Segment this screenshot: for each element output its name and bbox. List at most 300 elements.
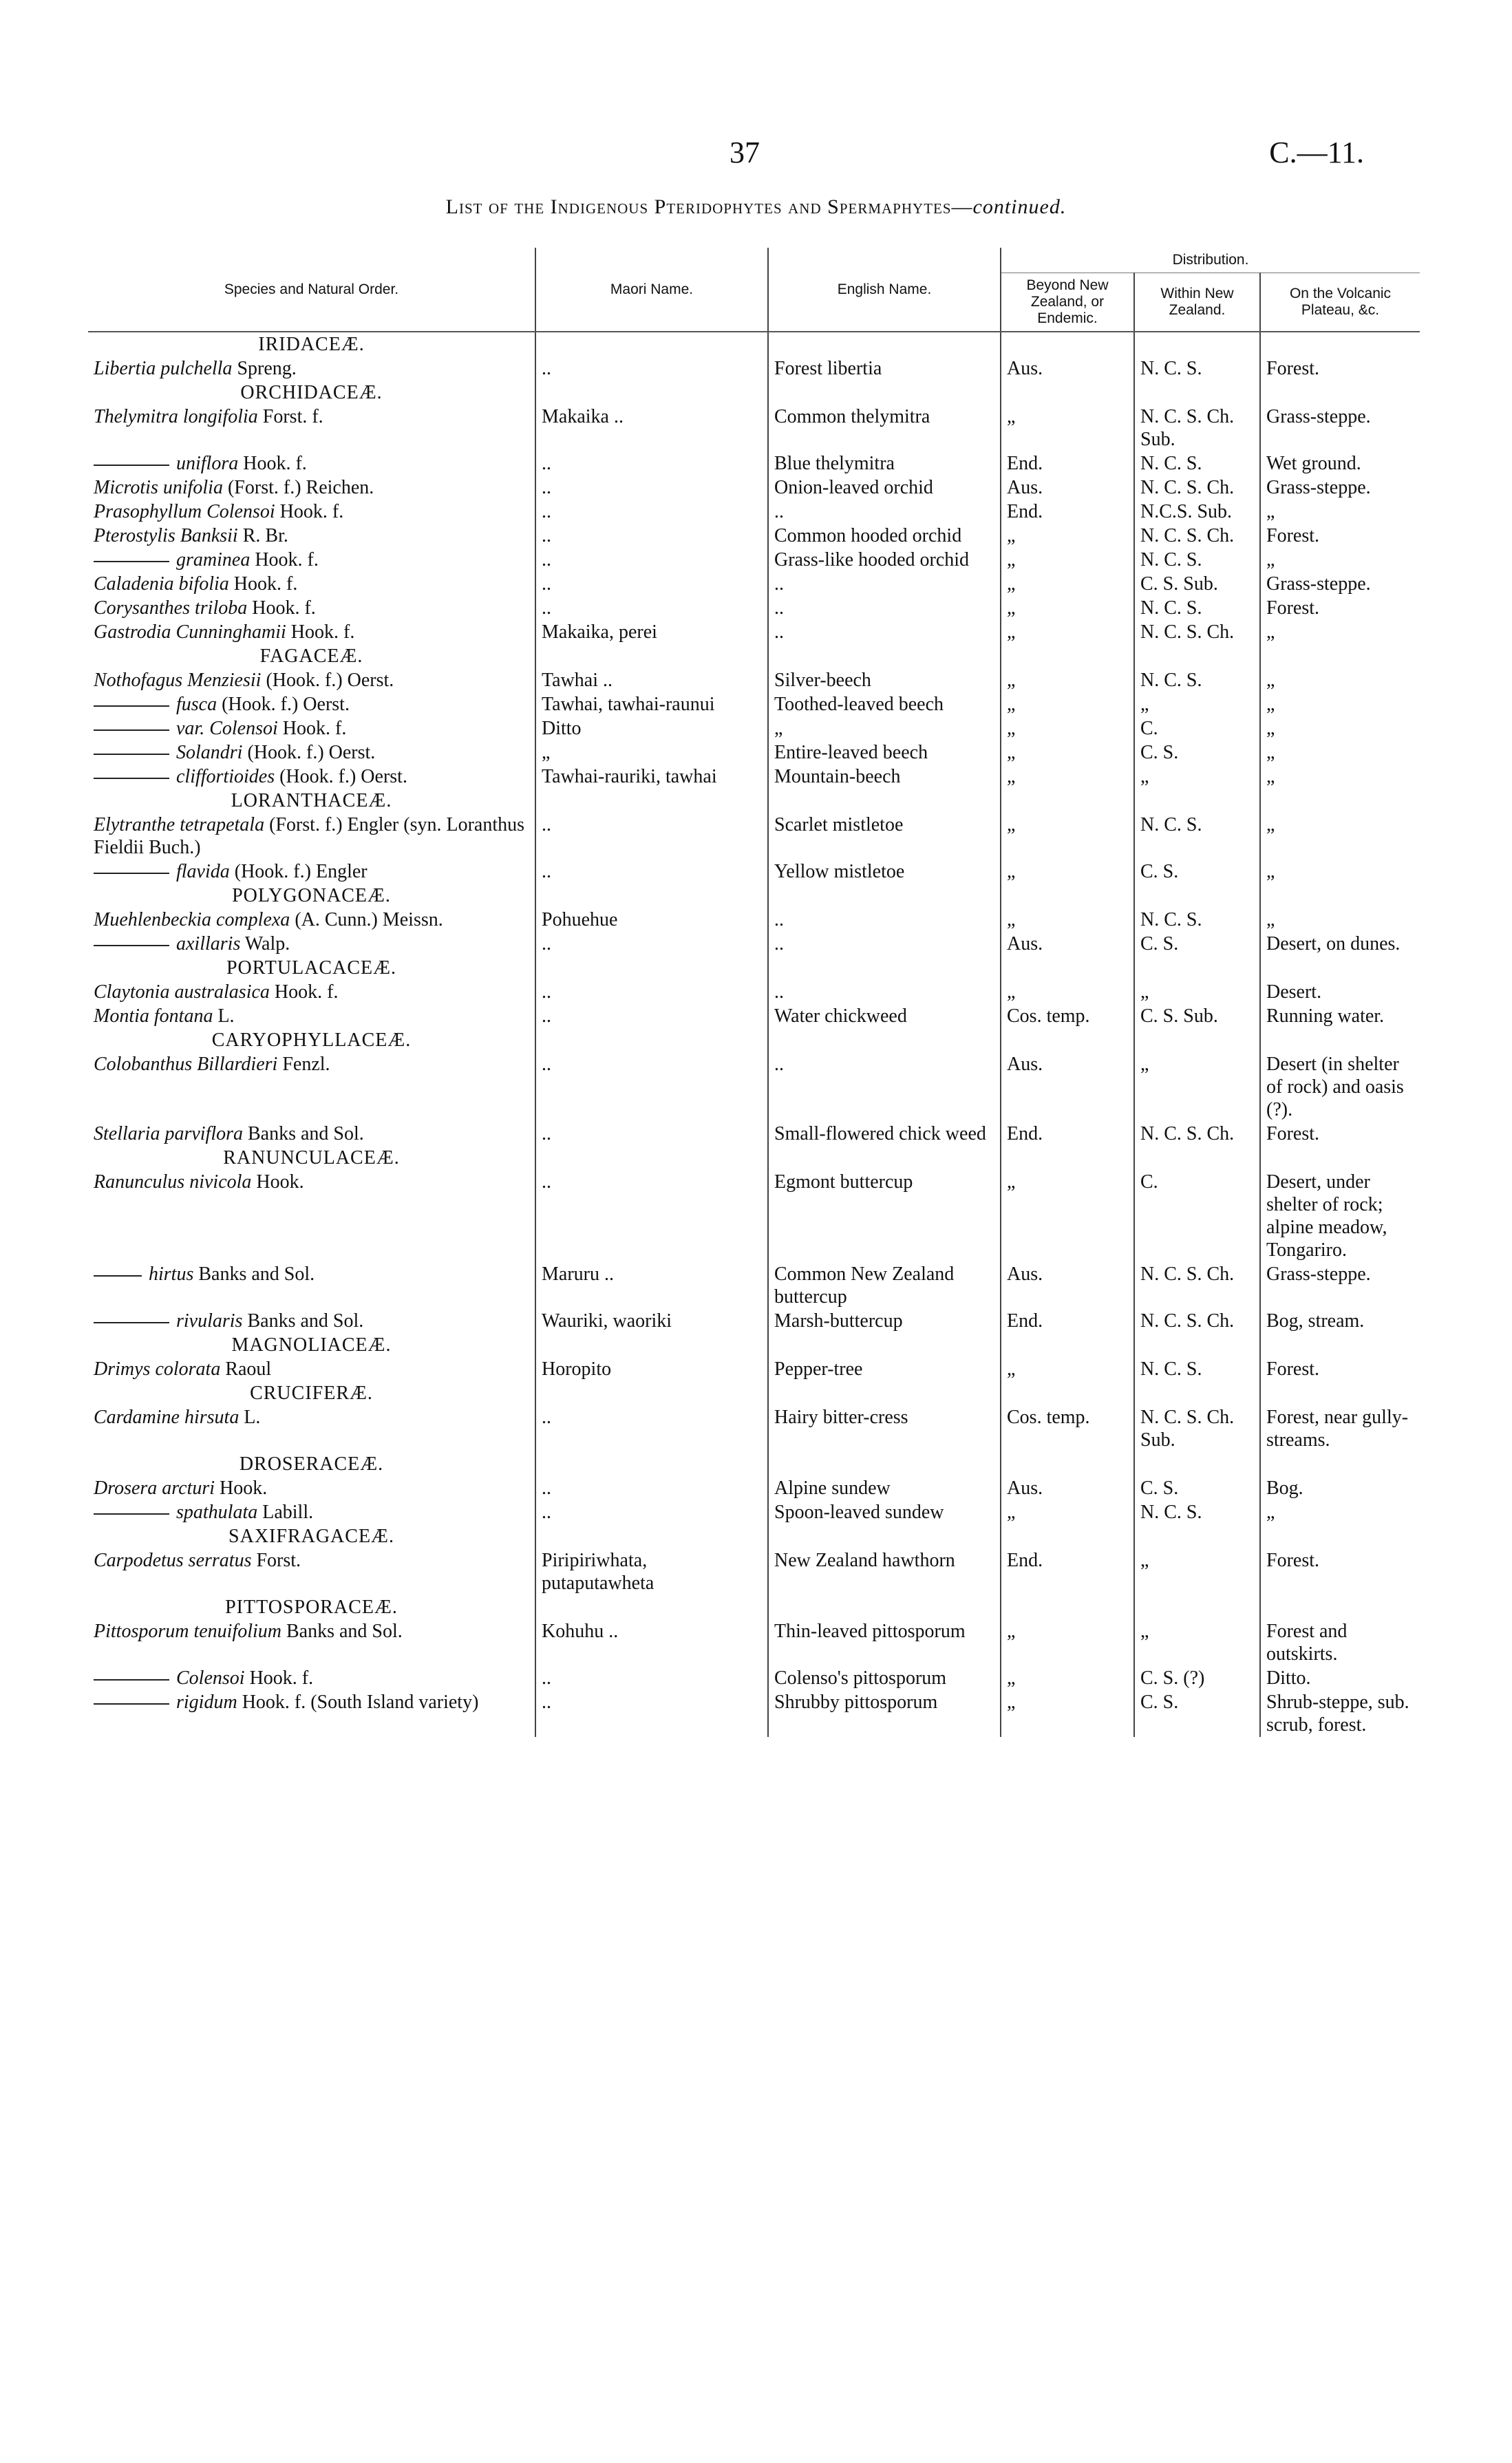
species-name: Solandri xyxy=(176,742,243,763)
within-nz: C. S. (?) xyxy=(1134,1666,1260,1690)
natural-order-row xyxy=(88,644,1420,668)
species-cell xyxy=(88,476,535,500)
within-nz: N. C. S. Ch. Sub. xyxy=(1134,405,1260,451)
table-row xyxy=(88,451,1420,476)
maori-name: Pohuehue xyxy=(535,908,768,932)
species-authority: Banks and Sol. xyxy=(247,1310,364,1332)
species-authority: Hook. f. xyxy=(249,1667,314,1689)
species-cell xyxy=(88,860,535,884)
species-authority: Banks and Sol. xyxy=(248,1123,364,1144)
volcanic-plateau: Forest and outskirts. xyxy=(1260,1619,1420,1666)
natural-order-name: POLYGONACEÆ. xyxy=(232,885,391,906)
species-name: fusca xyxy=(176,694,217,715)
english-name: Small-flowered chick weed xyxy=(768,1122,1001,1146)
species-name: Elytranthe tetrapetala xyxy=(94,814,265,835)
english-name: Scarlet mistletoe xyxy=(768,813,1001,860)
volcanic-plateau: Grass-steppe. xyxy=(1260,572,1420,596)
species-name: axillaris xyxy=(176,933,241,955)
beyond-nz: „ xyxy=(1001,405,1134,451)
volcanic-plateau: Forest. xyxy=(1260,524,1420,548)
volcanic-plateau: Ditto. xyxy=(1260,1666,1420,1690)
maori-name: .. xyxy=(535,524,768,548)
english-name: Grass-like hooded orchid xyxy=(768,548,1001,572)
table-row xyxy=(88,1476,1420,1500)
ditto-dash xyxy=(94,754,169,755)
natural-order-row xyxy=(88,884,1420,908)
table-row xyxy=(88,1666,1420,1690)
species-cell xyxy=(88,1357,535,1381)
natural-order-row xyxy=(88,1146,1420,1170)
header-volcanic: On the Volcanic Plateau, &c. xyxy=(1260,273,1420,332)
english-name: .. xyxy=(768,572,1001,596)
natural-order-name: MAGNOLIACEÆ. xyxy=(231,1334,392,1356)
within-nz: C. S. xyxy=(1134,740,1260,765)
table-row xyxy=(88,668,1420,692)
table-row xyxy=(88,765,1420,789)
english-name: Common hooded orchid xyxy=(768,524,1001,548)
english-name: Onion-leaved orchid xyxy=(768,476,1001,500)
volcanic-plateau: Running water. xyxy=(1260,1004,1420,1028)
volcanic-plateau: Grass-steppe. xyxy=(1260,1262,1420,1309)
english-name: Pepper-tree xyxy=(768,1357,1001,1381)
english-name: Common New Zealand buttercup xyxy=(768,1262,1001,1309)
within-nz: N. C. S. xyxy=(1134,451,1260,476)
volcanic-plateau: Forest. xyxy=(1260,1548,1420,1595)
within-nz: N. C. S. xyxy=(1134,548,1260,572)
table-row xyxy=(88,813,1420,860)
species-authority: (Forst. f.) Reichen. xyxy=(227,477,374,498)
species-cell xyxy=(88,405,535,451)
species-authority: Hook. f. xyxy=(252,597,316,619)
species-authority: (Forst. f.) Engler (syn. Loranthus Fieldii Buch.) xyxy=(94,814,524,858)
species-authority: Hook. xyxy=(220,1478,268,1499)
volcanic-plateau: Grass-steppe. xyxy=(1260,476,1420,500)
volcanic-plateau: Bog. xyxy=(1260,1476,1420,1500)
species-name: Stellaria parviflora xyxy=(94,1123,243,1144)
table-row xyxy=(88,548,1420,572)
english-name: Silver-beech xyxy=(768,668,1001,692)
species-authority: Forst. xyxy=(256,1550,301,1571)
maori-name: Horopito xyxy=(535,1357,768,1381)
species-cell xyxy=(88,908,535,932)
list-title-continued: continued. xyxy=(972,195,1067,218)
species-name: rivularis xyxy=(176,1310,243,1332)
english-name: Thin-leaved pittosporum xyxy=(768,1619,1001,1666)
table-row xyxy=(88,1122,1420,1146)
header-species: Species and Natural Order. xyxy=(88,248,535,332)
species-name: Libertia pulchella xyxy=(94,358,233,379)
beyond-nz: „ xyxy=(1001,1690,1134,1737)
species-name: flavida xyxy=(176,861,230,882)
table-body xyxy=(88,332,1420,1737)
beyond-nz: End. xyxy=(1001,1309,1134,1333)
volcanic-plateau: „ xyxy=(1260,813,1420,860)
volcanic-plateau: „ xyxy=(1260,740,1420,765)
species-table xyxy=(88,248,1420,1737)
beyond-nz: „ xyxy=(1001,1619,1134,1666)
volcanic-plateau: Shrub-steppe, sub. scrub, forest. xyxy=(1260,1690,1420,1737)
natural-order-name: DROSERACEÆ. xyxy=(239,1453,384,1475)
within-nz: C. S. xyxy=(1134,932,1260,956)
english-name: Egmont buttercup xyxy=(768,1170,1001,1262)
within-nz: C. S. Sub. xyxy=(1134,572,1260,596)
species-cell xyxy=(88,1690,535,1737)
ditto-dash xyxy=(94,561,169,562)
beyond-nz: „ xyxy=(1001,1170,1134,1262)
within-nz: N. C. S. xyxy=(1134,1357,1260,1381)
species-name: Pittosporum tenuifolium xyxy=(94,1621,281,1642)
table-row xyxy=(88,405,1420,451)
natural-order-row xyxy=(88,789,1420,813)
species-cell xyxy=(88,1666,535,1690)
volcanic-plateau: Forest. xyxy=(1260,1122,1420,1146)
document-reference: C.—11. xyxy=(1269,136,1364,169)
volcanic-plateau: „ xyxy=(1260,668,1420,692)
maori-name: .. xyxy=(535,1500,768,1524)
table-header xyxy=(88,248,1420,332)
within-nz: C. S. xyxy=(1134,1690,1260,1737)
volcanic-plateau: Forest. xyxy=(1260,356,1420,381)
within-nz: N. C. S. Ch. xyxy=(1134,524,1260,548)
beyond-nz: Aus. xyxy=(1001,356,1134,381)
within-nz: N. C. S. xyxy=(1134,908,1260,932)
within-nz: C. S. Sub. xyxy=(1134,1004,1260,1028)
english-name: Mountain-beech xyxy=(768,765,1001,789)
species-name: Montia fontana xyxy=(94,1005,213,1027)
english-name: „ xyxy=(768,716,1001,740)
beyond-nz: „ xyxy=(1001,860,1134,884)
natural-order-row xyxy=(88,1028,1420,1052)
beyond-nz: „ xyxy=(1001,668,1134,692)
species-authority: Banks and Sol. xyxy=(198,1264,315,1285)
species-authority: Banks and Sol. xyxy=(286,1621,403,1642)
volcanic-plateau: Forest. xyxy=(1260,1357,1420,1381)
natural-order-name: PITTOSPORACEÆ. xyxy=(225,1597,398,1618)
species-authority: (Hook. f.) Oerst. xyxy=(247,742,376,763)
ditto-dash xyxy=(94,1703,169,1705)
beyond-nz: Aus. xyxy=(1001,932,1134,956)
table-row xyxy=(88,500,1420,524)
beyond-nz: „ xyxy=(1001,524,1134,548)
natural-order-name: PORTULACACEÆ. xyxy=(226,957,396,979)
species-cell xyxy=(88,980,535,1004)
maori-name: .. xyxy=(535,932,768,956)
natural-order-row xyxy=(88,381,1420,405)
species-cell xyxy=(88,620,535,644)
beyond-nz: „ xyxy=(1001,548,1134,572)
species-name: Colobanthus Billardieri xyxy=(94,1054,278,1075)
species-authority: (Hook. f.) Oerst. xyxy=(266,670,394,691)
species-name: Drosera arcturi xyxy=(94,1478,215,1499)
species-authority: Fenzl. xyxy=(282,1054,330,1075)
species-authority: (A. Cunn.) Meissn. xyxy=(295,909,443,930)
species-cell xyxy=(88,1309,535,1333)
maori-name: Kohuhu .. xyxy=(535,1619,768,1666)
maori-name: Maruru .. xyxy=(535,1262,768,1309)
volcanic-plateau: „ xyxy=(1260,860,1420,884)
within-nz: „ xyxy=(1134,692,1260,716)
within-nz: N. C. S. xyxy=(1134,668,1260,692)
table-row xyxy=(88,908,1420,932)
english-name: Spoon-leaved sundew xyxy=(768,1500,1001,1524)
within-nz: N. C. S. xyxy=(1134,356,1260,381)
species-cell xyxy=(88,500,535,524)
table-row xyxy=(88,1170,1420,1262)
maori-name: .. xyxy=(535,1052,768,1122)
within-nz: N. C. S. xyxy=(1134,1500,1260,1524)
species-authority: (Hook. f.) Oerst. xyxy=(279,766,407,787)
table-row xyxy=(88,596,1420,620)
table-row xyxy=(88,1500,1420,1524)
natural-order-name: IRIDACEÆ. xyxy=(258,334,365,355)
species-name: rigidum xyxy=(176,1692,237,1713)
volcanic-plateau: „ xyxy=(1260,500,1420,524)
maori-name: Tawhai .. xyxy=(535,668,768,692)
table-row xyxy=(88,1309,1420,1333)
maori-name: .. xyxy=(535,980,768,1004)
natural-order-name: RANUNCULACEÆ. xyxy=(223,1147,400,1169)
species-cell xyxy=(88,1262,535,1309)
english-name: .. xyxy=(768,932,1001,956)
natural-order-name: CARYOPHYLLACEÆ. xyxy=(211,1030,412,1051)
natural-order-row xyxy=(88,1595,1420,1619)
maori-name: .. xyxy=(535,1690,768,1737)
maori-name: Makaika, perei xyxy=(535,620,768,644)
species-authority: Hook. f. xyxy=(255,549,319,571)
volcanic-plateau: Desert, under shelter of rock; alpine meadow, Tongariro. xyxy=(1260,1170,1420,1262)
natural-order-name: LORANTHACEÆ. xyxy=(231,790,392,811)
natural-order-row xyxy=(88,332,1420,356)
species-name: Microtis unifolia xyxy=(94,477,223,498)
list-title-main: List of the Indigenous Pteridophytes and Spermaphytes— xyxy=(445,195,973,218)
species-name: uniflora xyxy=(176,453,239,474)
within-nz: N. C. S. Ch. xyxy=(1134,620,1260,644)
header-within: Within New Zealand. xyxy=(1134,273,1260,332)
species-authority: Hook. xyxy=(256,1171,304,1193)
english-name: Yellow mistletoe xyxy=(768,860,1001,884)
english-name: .. xyxy=(768,620,1001,644)
species-name: Prasophyllum Colensoi xyxy=(94,501,275,522)
species-cell xyxy=(88,1405,535,1452)
species-name: Ranunculus nivicola xyxy=(94,1171,252,1193)
species-authority: R. Br. xyxy=(242,525,288,546)
natural-order-name: CRUCIFERÆ. xyxy=(250,1383,373,1404)
natural-order-row xyxy=(88,1381,1420,1405)
english-name: Water chickweed xyxy=(768,1004,1001,1028)
species-authority: (Hook. f.) Engler xyxy=(234,861,368,882)
maori-name: Tawhai, tawhai-raunui xyxy=(535,692,768,716)
english-name: Common thelymitra xyxy=(768,405,1001,451)
maori-name: .. xyxy=(535,356,768,381)
beyond-nz: Cos. temp. xyxy=(1001,1405,1134,1452)
species-cell xyxy=(88,1052,535,1122)
species-name: Carpodetus serratus xyxy=(94,1550,252,1571)
species-authority: Hook. f. xyxy=(282,718,347,739)
natural-order-row xyxy=(88,1524,1420,1548)
beyond-nz: End. xyxy=(1001,1548,1134,1595)
maori-name: Ditto xyxy=(535,716,768,740)
ditto-dash xyxy=(94,945,169,946)
maori-name: Makaika .. xyxy=(535,405,768,451)
volcanic-plateau: Wet ground. xyxy=(1260,451,1420,476)
table-row xyxy=(88,932,1420,956)
species-cell xyxy=(88,1476,535,1500)
species-authority: Hook. f. xyxy=(233,573,298,595)
beyond-nz: „ xyxy=(1001,716,1134,740)
species-cell xyxy=(88,451,535,476)
natural-order-row xyxy=(88,1333,1420,1357)
species-name: var. Colensoi xyxy=(176,718,278,739)
maori-name: .. xyxy=(535,1122,768,1146)
within-nz: N. C. S. Ch. xyxy=(1134,1122,1260,1146)
species-cell xyxy=(88,1122,535,1146)
table-row xyxy=(88,356,1420,381)
header-maori: Maori Name. xyxy=(535,248,768,332)
beyond-nz: „ xyxy=(1001,1666,1134,1690)
species-name: Pterostylis Banksii xyxy=(94,525,238,546)
species-cell xyxy=(88,1500,535,1524)
volcanic-plateau: „ xyxy=(1260,1500,1420,1524)
maori-name: .. xyxy=(535,813,768,860)
maori-name: .. xyxy=(535,1004,768,1028)
within-nz: N.C.S. Sub. xyxy=(1134,500,1260,524)
within-nz: „ xyxy=(1134,765,1260,789)
volcanic-plateau: „ xyxy=(1260,692,1420,716)
volcanic-plateau: „ xyxy=(1260,908,1420,932)
table-row xyxy=(88,1690,1420,1737)
species-name: Drimys colorata xyxy=(94,1358,221,1380)
maori-name: .. xyxy=(535,548,768,572)
species-name: Caladenia bifolia xyxy=(94,573,229,595)
within-nz: N. C. S. Ch. xyxy=(1134,1309,1260,1333)
beyond-nz: „ xyxy=(1001,620,1134,644)
volcanic-plateau: Grass-steppe. xyxy=(1260,405,1420,451)
volcanic-plateau: Forest. xyxy=(1260,596,1420,620)
table-row xyxy=(88,1357,1420,1381)
ditto-dash xyxy=(94,705,169,707)
within-nz: „ xyxy=(1134,980,1260,1004)
volcanic-plateau: Desert, on dunes. xyxy=(1260,932,1420,956)
beyond-nz: „ xyxy=(1001,572,1134,596)
english-name: Alpine sundew xyxy=(768,1476,1001,1500)
species-authority: Walp. xyxy=(244,933,290,955)
beyond-nz: „ xyxy=(1001,596,1134,620)
species-name: Corysanthes triloba xyxy=(94,597,248,619)
species-authority: Labill. xyxy=(262,1502,314,1523)
beyond-nz: „ xyxy=(1001,765,1134,789)
natural-order-row xyxy=(88,956,1420,980)
english-name: Toothed-leaved beech xyxy=(768,692,1001,716)
species-authority: Raoul xyxy=(225,1358,272,1380)
within-nz: C. S. xyxy=(1134,860,1260,884)
english-name: .. xyxy=(768,980,1001,1004)
beyond-nz: „ xyxy=(1001,908,1134,932)
species-cell xyxy=(88,548,535,572)
maori-name: .. xyxy=(535,1476,768,1500)
species-cell xyxy=(88,1004,535,1028)
table-row xyxy=(88,1405,1420,1452)
maori-name: Piripiriwhata, putaputawheta xyxy=(535,1548,768,1595)
table-row xyxy=(88,524,1420,548)
table-row xyxy=(88,716,1420,740)
species-name: Nothofagus Menziesii xyxy=(94,670,262,691)
within-nz: N. C. S. xyxy=(1134,813,1260,860)
species-name: Cardamine hirsuta xyxy=(94,1407,239,1428)
within-nz: N. C. S. Ch. xyxy=(1134,476,1260,500)
maori-name: Wauriki, waoriki xyxy=(535,1309,768,1333)
species-cell xyxy=(88,596,535,620)
within-nz: N. C. S. Ch. Sub. xyxy=(1134,1405,1260,1452)
english-name: Blue thelymitra xyxy=(768,451,1001,476)
english-name: Entire-leaved beech xyxy=(768,740,1001,765)
species-cell xyxy=(88,356,535,381)
natural-order-name: SAXIFRAGACEÆ. xyxy=(228,1526,394,1547)
english-name: Hairy bitter-cress xyxy=(768,1405,1001,1452)
within-nz: „ xyxy=(1134,1548,1260,1595)
volcanic-plateau: Bog, stream. xyxy=(1260,1309,1420,1333)
table-row xyxy=(88,1262,1420,1309)
species-authority: (Hook. f.) Oerst. xyxy=(222,694,350,715)
species-cell xyxy=(88,572,535,596)
species-authority: Hook. f. xyxy=(290,621,355,643)
beyond-nz: Aus. xyxy=(1001,1052,1134,1122)
beyond-nz: Aus. xyxy=(1001,476,1134,500)
species-cell xyxy=(88,668,535,692)
species-cell xyxy=(88,1170,535,1262)
beyond-nz: End. xyxy=(1001,1122,1134,1146)
species-cell xyxy=(88,740,535,765)
header-beyond: Beyond New Zealand, or Endemic. xyxy=(1001,273,1134,332)
volcanic-plateau: „ xyxy=(1260,765,1420,789)
beyond-nz: „ xyxy=(1001,980,1134,1004)
english-name: New Zealand hawthorn xyxy=(768,1548,1001,1595)
header-distribution: Distribution. xyxy=(1001,248,1420,273)
species-cell xyxy=(88,716,535,740)
maori-name: Tawhai-rauriki, tawhai xyxy=(535,765,768,789)
species-authority: Hook. f. xyxy=(279,501,344,522)
table-row xyxy=(88,980,1420,1004)
species-name: hirtus xyxy=(149,1264,194,1285)
species-cell xyxy=(88,692,535,716)
natural-order-name: FAGACEÆ. xyxy=(259,646,363,667)
beyond-nz: „ xyxy=(1001,740,1134,765)
volcanic-plateau: Forest, near gully-streams. xyxy=(1260,1405,1420,1452)
species-name: Colensoi xyxy=(176,1667,245,1689)
within-nz: „ xyxy=(1134,1619,1260,1666)
english-name: Forest libertia xyxy=(768,356,1001,381)
volcanic-plateau: Desert. xyxy=(1260,980,1420,1004)
maori-name: .. xyxy=(535,596,768,620)
beyond-nz: Cos. temp. xyxy=(1001,1004,1134,1028)
species-authority: Forst. f. xyxy=(262,406,323,427)
species-name: spathulata xyxy=(176,1502,258,1523)
english-name: Shrubby pittosporum xyxy=(768,1690,1001,1737)
english-name: Marsh-buttercup xyxy=(768,1309,1001,1333)
english-name: .. xyxy=(768,596,1001,620)
species-authority: Hook. f. (South Island variety) xyxy=(242,1692,479,1713)
species-name: Claytonia australasica xyxy=(94,981,270,1003)
maori-name: .. xyxy=(535,860,768,884)
species-name: cliffortioides xyxy=(176,766,275,787)
species-cell xyxy=(88,932,535,956)
volcanic-plateau: Desert (in shelter of rock) and oasis (?). xyxy=(1260,1052,1420,1122)
beyond-nz: „ xyxy=(1001,1500,1134,1524)
beyond-nz: „ xyxy=(1001,692,1134,716)
species-authority: L. xyxy=(217,1005,235,1027)
ditto-dash xyxy=(94,1513,169,1515)
maori-name: .. xyxy=(535,451,768,476)
ditto-dash xyxy=(94,1679,169,1681)
